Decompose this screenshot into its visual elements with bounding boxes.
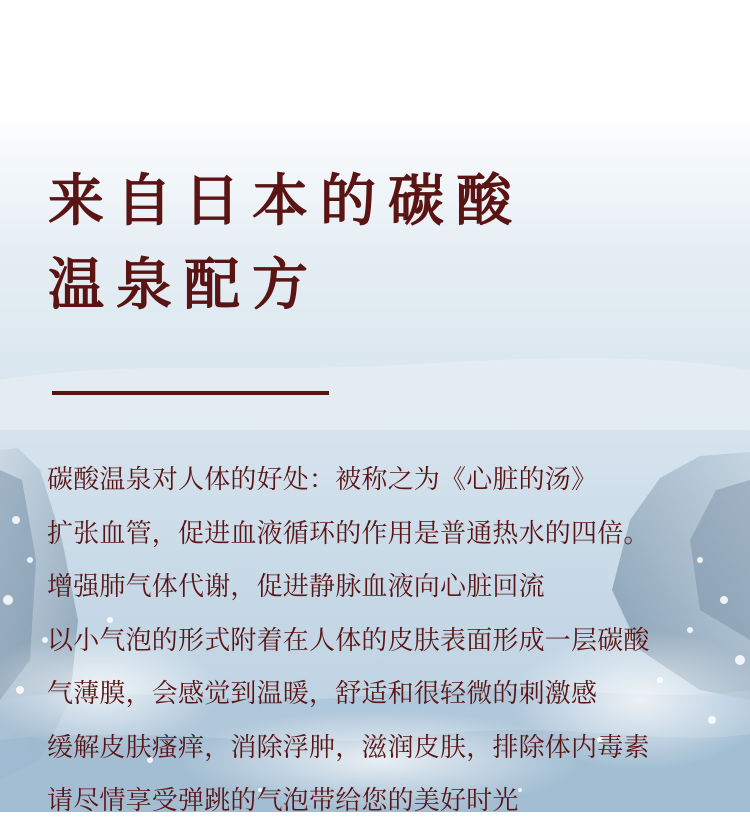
page-heading [48,160,524,328]
benefit-line: 扩张血管，促进血液循环的作用是普通热水的四倍。 [47,518,650,549]
benefit-line: 以小气泡的形式附着在人体的皮肤表面形成一层碳酸 [47,625,650,656]
heading-line-1: 来自日本的碳酸 [48,169,524,234]
benefit-line: 请尽情享受弹跳的气泡带给您的美好时光 [47,786,519,816]
heading-line-2: 温泉配方 [48,253,320,318]
benefit-line: 碳酸温泉对人体的好处：被称之为《心脏的汤》 [47,465,598,495]
benefit-line: 气薄膜，会感觉到温暖，舒适和很轻微的刺激感 [47,679,598,709]
benefit-line: 增强肺气体代谢，促进静脉血液向心脏回流 [47,572,545,602]
heading-divider [52,391,329,395]
benefits-text [47,454,737,829]
benefit-line: 缓解皮肤瘙痒，消除浮肿，滋润皮肤，排除体内毒素 [47,732,650,763]
